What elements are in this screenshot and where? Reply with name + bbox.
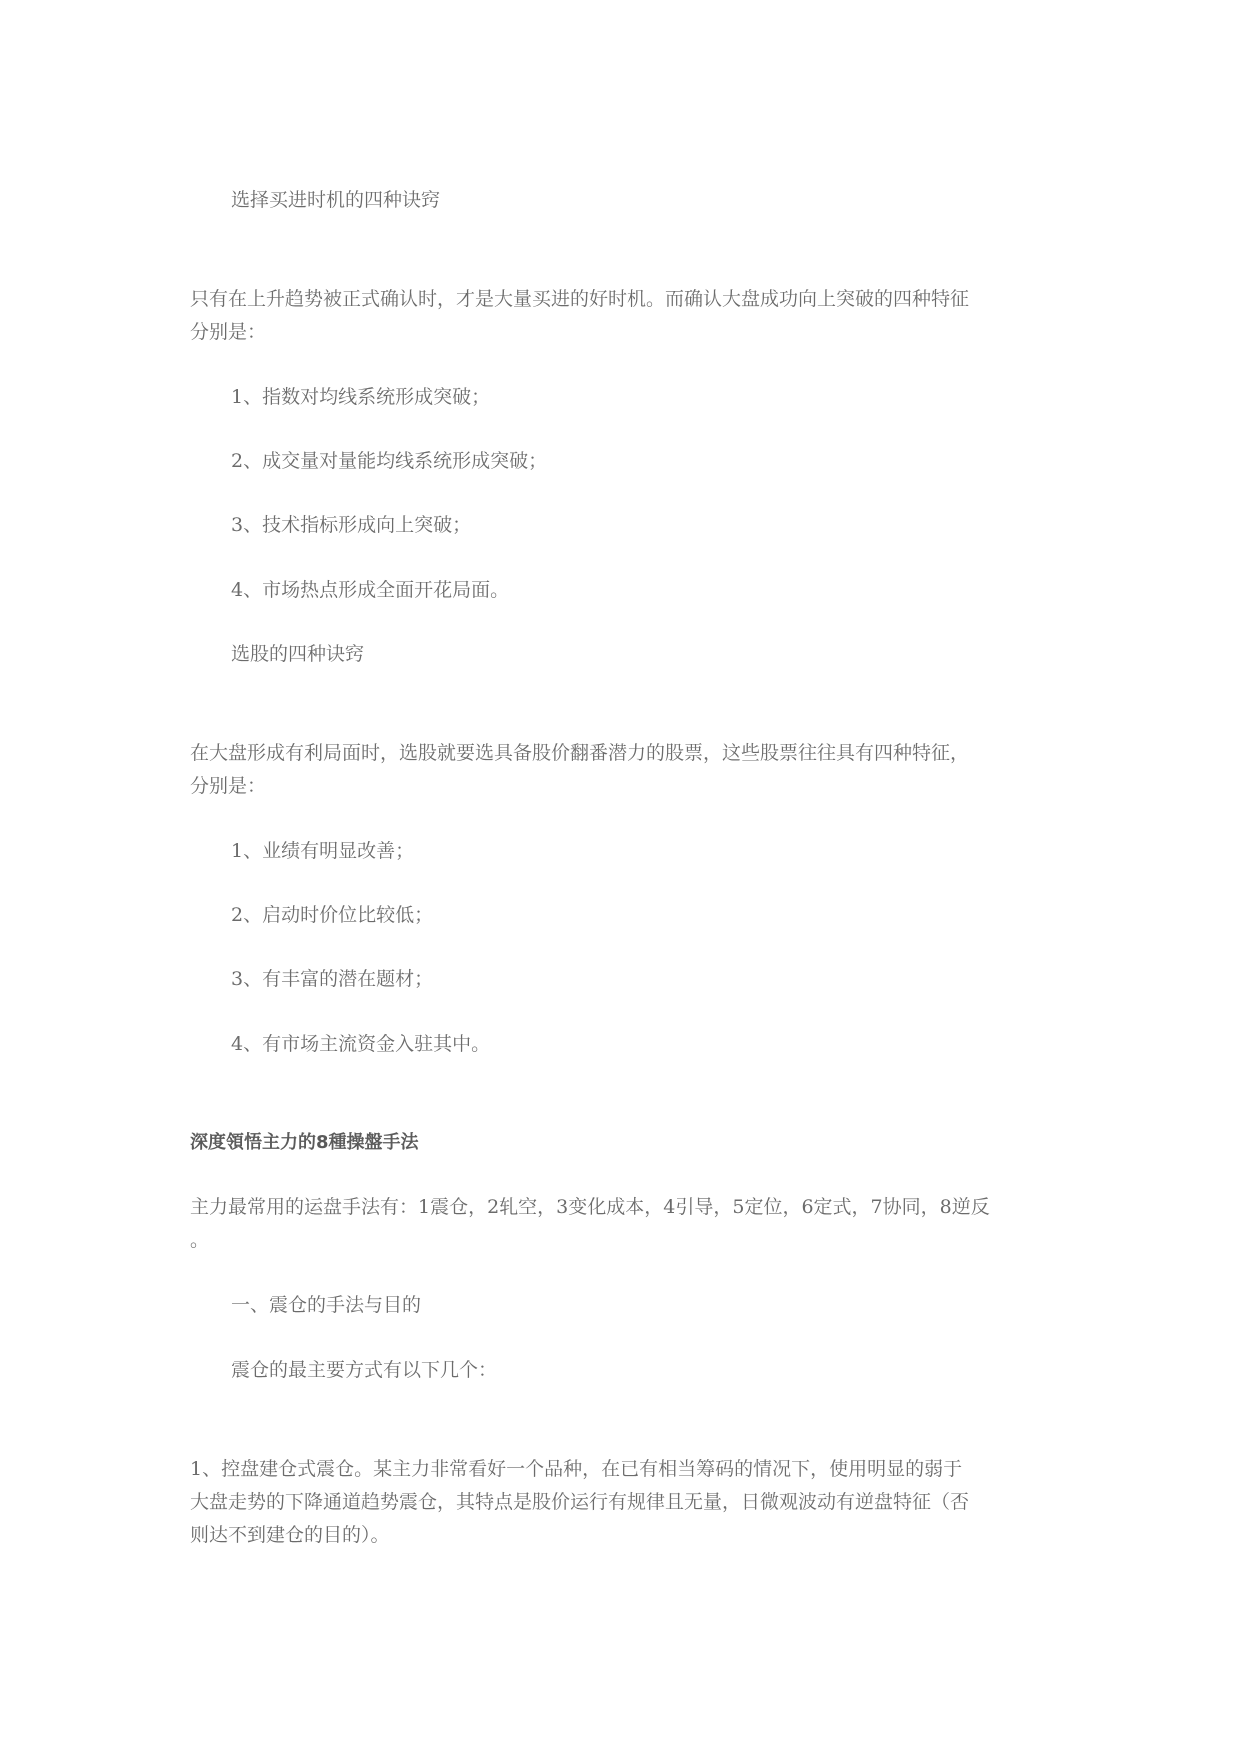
section2-list-item: 3、有丰富的潜在题材；	[231, 968, 434, 990]
section3-para1-line2: 大盘走势的下降通道趋势震仓，其特点是股价运行有规律且无量，日微观波动有逆盘特征（否	[190, 1491, 970, 1513]
section3-para1-line3: 则达不到建仓的目的）。	[190, 1524, 390, 1546]
section1-list-item: 2、成交量对量能均线系统形成突破；	[231, 450, 548, 472]
section3-intro-line1: 主力最常用的运盘手法有：1震仓，2轧空，3变化成本，4引导，5定位，6定式，7协同，8逆反	[190, 1196, 990, 1218]
section3-para1-line1: 1、控盘建仓式震仓。某主力非常看好一个品种，在已有相当筹码的情况下，使用明显的弱于	[190, 1458, 963, 1480]
section1-list-item: 3、技术指标形成向上突破；	[231, 514, 472, 536]
section3-sub-intro: 震仓的最主要方式有以下几个：	[231, 1359, 498, 1381]
section3-sub-heading: 一、震仓的手法与目的	[231, 1294, 422, 1316]
section2-list-item: 4、有市场主流资金入驻其中。	[231, 1033, 491, 1055]
section2-intro-line2: 分别是：	[190, 775, 267, 797]
section2-list-item: 1、业绩有明显改善；	[231, 840, 415, 862]
section2-intro-line1: 在大盘形成有利局面时，选股就要选具备股价翻番潜力的股票，这些股票往往具有四种特征，	[190, 742, 970, 764]
section1-heading: 选择买进时机的四种诀窍	[231, 189, 441, 211]
section1-intro-line2: 分别是：	[190, 321, 267, 343]
section2-heading: 选股的四种诀窍	[231, 643, 365, 665]
section1-list-item: 4、市场热点形成全面开花局面。	[231, 579, 510, 601]
section3-intro-line2: 。	[190, 1229, 210, 1251]
section2-list-item: 2、启动时价位比较低；	[231, 904, 434, 926]
section1-intro-line1: 只有在上升趋势被正式确认时，才是大量买进的好时机。而确认大盘成功向上突破的四种特征	[190, 288, 970, 310]
section3-heading: 深度領悟主力的8種操盤手法	[190, 1132, 419, 1153]
section1-list-item: 1、指数对均线系统形成突破；	[231, 386, 491, 408]
